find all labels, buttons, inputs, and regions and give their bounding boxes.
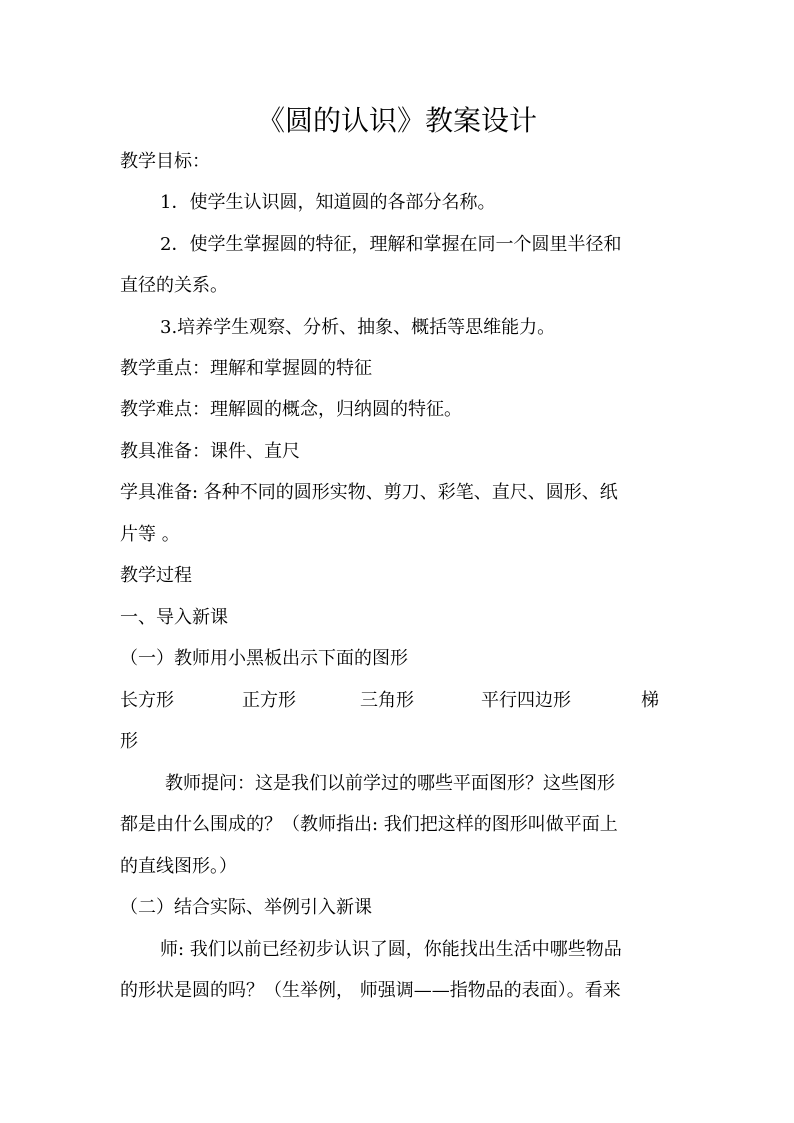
teacher-line2: 的形状是圆的吗？（生举例， 师强调——指物品的表面）。看来 (120, 980, 621, 1001)
teacher-line1: 师: 我们以前已经初步认识了圆，你能找出生活中哪些物品 (160, 939, 622, 960)
shape-rectangle: 长方形 (120, 690, 174, 711)
shape-trapezoid-part2: 形 (120, 731, 138, 752)
shape-trapezoid-part1: 梯 (641, 690, 659, 711)
question-line3: 的直线图形。） (120, 856, 237, 877)
student-tools-line2: 片等 。 (120, 524, 180, 545)
difficulty: 教学难点：理解圆的概念，归纳圆的特征。 (120, 399, 462, 420)
student-tools-line1: 学具准备: 各种不同的圆形实物、剪刀、彩笔、直尺、圆形、纸 (120, 482, 618, 503)
objective-2-line2: 直径的关系。 (120, 275, 228, 296)
key-point: 教学重点：理解和掌握圆的特征 (120, 358, 372, 379)
question-line1: 教师提问：这是我们以前学过的哪些平面图形？这些图形 (165, 773, 615, 794)
document-title: 《圆的认识》教案设计 (256, 104, 537, 137)
subsection-2-heading: （二）结合实际、举例引入新课 (120, 897, 372, 918)
question-line2: 都是由什么围成的？（教师指出: 我们把这样的图形叫做平面上 (120, 814, 618, 835)
subsection-1-heading: （一）教师用小黑板出示下面的图形 (120, 648, 408, 669)
objectives-heading: 教学目标： (120, 151, 210, 172)
objective-2-line1: 2．使学生掌握圆的特征，理解和掌握在同一个圆里半径和 (160, 234, 622, 255)
shape-triangle: 三角形 (360, 690, 414, 711)
shape-parallelogram: 平行四边形 (481, 690, 571, 711)
objective-3: 3.培养学生观察、分析、抽象、概括等思维能力。 (160, 317, 556, 338)
objective-1: 1．使学生认识圆，知道圆的各部分名称。 (160, 192, 496, 213)
section-1-heading: 一、导入新课 (120, 607, 228, 628)
shape-square: 正方形 (242, 690, 296, 711)
teacher-tools: 教具准备：课件、直尺 (120, 441, 300, 462)
process-heading: 教学过程 (120, 565, 192, 586)
